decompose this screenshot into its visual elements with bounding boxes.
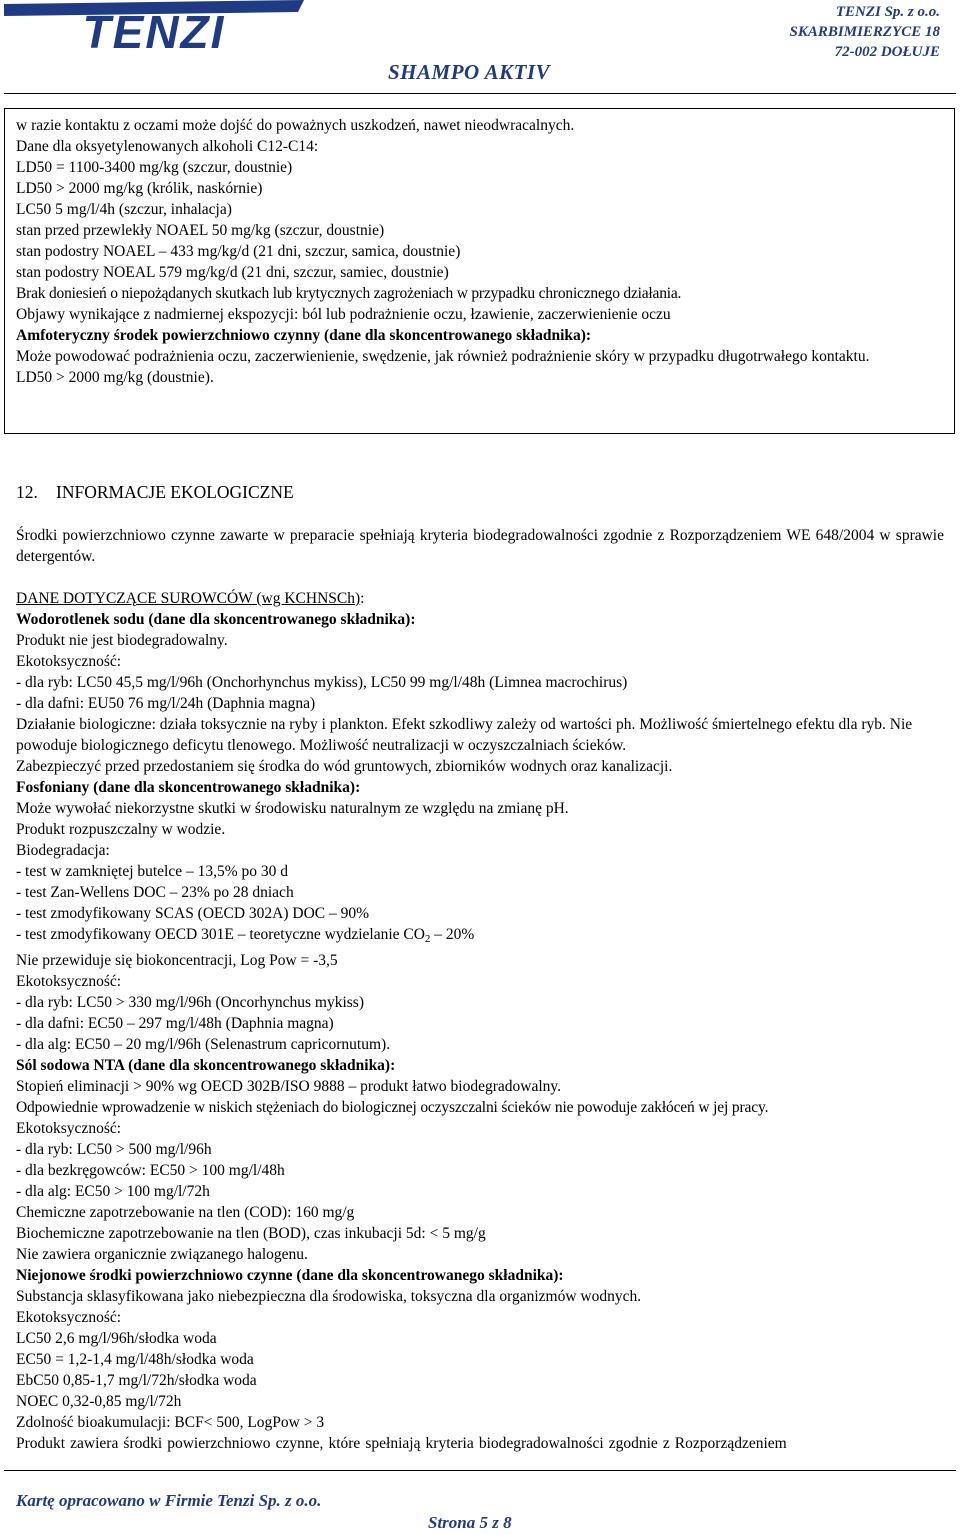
text-line: - dla alg: EC50 > 100 mg/l/72h — [16, 1183, 210, 1200]
text-line: - dla bezkręgowców: EC50 > 100 mg/l/48h — [16, 1162, 285, 1179]
section-title: INFORMACJE EKOLOGICZNE — [56, 482, 294, 502]
text-line: Biodegradacja: — [16, 842, 110, 859]
text-line: Odpowiednie wprowadzenie w niskich stężeniach do biologicznej oczyszczalni ścieków nie powoduje zakłóceń w jej pracy. — [16, 1099, 769, 1116]
raw-materials-heading: DANE DOTYCZĄCE SUROWCÓW (wg KCHNSCh): — [16, 590, 365, 607]
co2-test-line: - test zmodyfikowany OECD 301E – teoretyczne wydzielanie $CO_2 - 20\%$ — [16, 926, 475, 945]
box-line: Objawy wynikające z nadmiernej ekspozycji: ból lub podrażnienie oczu, łzawienie, zaczerwienienie oczu — [16, 306, 671, 323]
text-line: - test Zan-Wellens DOC – 23% po 28 dniach — [16, 884, 294, 901]
nta-heading: Sól sodowa NTA (dane dla skoncentrowanego składnika): — [16, 1057, 396, 1074]
amphoteric-text: Może powodować podrażnienia oczu, zaczerwienienie, swędzenie, jak również podrażnienie skóry w przypadku długotrwałego kontaktu. — [16, 348, 870, 365]
amphoteric-heading: Amfoteryczny środek powierzchniowo czynny (dane dla skoncentrowanego składnika): — [16, 327, 592, 344]
text-line: - dla alg: EC50 – 20 mg/l/96h (Selenastrum capricornutum). — [16, 1036, 391, 1053]
box-line: stan podostry NOAEL – 433 mg/kg/d (21 dni, szczur, samica, doustnie) — [16, 243, 461, 260]
company-street: SKARBIMIERZYCE 18 — [789, 24, 940, 40]
text-line: Produkt nie jest biodegradowalny. — [16, 632, 228, 649]
text-line: Zdolność bioakumulacji: BCF< 500, LogPow > 3 — [16, 1414, 325, 1431]
text-line: Ekotoksyczność: — [16, 973, 122, 990]
text-line: EbC50 0,85-1,7 mg/l/72h/słodka woda — [16, 1372, 257, 1389]
biological-effect-text: Działanie biologiczne: działa toksycznie na ryby i plankton. Efekt szkodliwy zależy od wartości ph. Możliwość śmiertelnego efektu dla ryb. Nie powoduje biologicznego deficytu tlenowego. Możliwość neutralizacji w oczyszczalniach ścieków. — [16, 716, 913, 754]
company-name: TENZI Sp. z o.o. — [835, 4, 940, 20]
box-line: LD50 = 1100-3400 mg/kg (szczur, doustnie) — [16, 159, 293, 176]
text-line: - dla dafni: EU50 76 mg/l/24h (Daphnia magna) — [16, 695, 316, 712]
section-heading — [16, 482, 294, 503]
box-line: w razie kontaktu z oczami może dojść do poważnych uszkodzeń, nawet nieodwracalnych. — [16, 117, 575, 134]
company-address — [790, 2, 940, 62]
box-line: LC50 5 mg/l/4h (szczur, inhalacja) — [16, 201, 232, 218]
text-line: - dla ryb: LC50 45,5 mg/l/96h (Onchorhynchus mykiss), LC50 99 mg/l/48h (Limnea macrochirus) — [16, 674, 628, 691]
toxicology-content — [16, 115, 944, 388]
product-name: SHAMPO AKTIV — [388, 60, 551, 84]
footer-prepared-by: Kartę opracowano w Firmie Tenzi Sp. z o.o. — [16, 1491, 322, 1510]
page-number: Strona 5 z 8 — [428, 1513, 512, 1532]
text-line: - dla ryb: LC50 > 500 mg/l/96h — [16, 1141, 212, 1158]
box-line: stan przed przewlekły NOAEL 50 mg/kg (szczur, doustnie) — [16, 222, 385, 239]
text-line: Stopień eliminacji > 90% wg OECD 302B/ISO 9888 – produkt łatwo biodegradowalny. — [16, 1078, 562, 1095]
logo-text: TENZI — [82, 6, 226, 52]
box-line: stan podostry NOEAL 579 mg/kg/d (21 dni, szczur, samiec, doustnie) — [16, 264, 449, 281]
box-line: LD50 > 2000 mg/kg (królik, naskórnie) — [16, 180, 263, 197]
phosphonates-heading: Fosfoniany (dane dla skoncentrowanego składnika): — [16, 779, 361, 796]
text-line: - dla dafni: EC50 – 297 mg/l/48h (Daphnia magna) — [16, 1015, 334, 1032]
section-body — [16, 525, 944, 1454]
header-divider — [4, 93, 956, 94]
nonionic-heading: Niejonowe środki powierzchniowo czynne (dane dla skoncentrowanego składnika): — [16, 1267, 564, 1284]
text-line: - dla ryb: LC50 > 330 mg/l/96h (Oncorhynchus mykiss) — [16, 994, 364, 1011]
text-line: Produkt rozpuszczalny w wodzie. — [16, 821, 226, 838]
text-line: LC50 2,6 mg/l/96h/słodka woda — [16, 1330, 217, 1347]
protection-text: Zabezpieczyć przed przedostaniem się środka do wód gruntowych, zbiorników wodnych oraz kanalizacji. — [16, 758, 673, 775]
text-line: Ekotoksyczność: — [16, 1309, 122, 1326]
text-line: Ekotoksyczność: — [16, 1120, 122, 1137]
text-line: EC50 = 1,2-1,4 mg/l/48h/słodka woda — [16, 1351, 254, 1368]
text-line: Substancja sklasyfikowana jako niebezpieczna dla środowiska, toksyczna dla organizmów wodnych. — [16, 1288, 642, 1305]
section-number: 12. — [16, 482, 38, 502]
box-line: Brak doniesień o niepożądanych skutkach lub krytycznych zagrożeniach w przypadku chronicznego działania. — [16, 285, 682, 302]
text-line-last: Produkt zawiera środki powierzchniowo czynne, które spełniają kryteria biodegradowalności zgodnie z Rozporządzeniem — [16, 1435, 787, 1452]
company-city: 72-002 DOŁUJE — [834, 44, 940, 60]
text-line: NOEC 0,32-0,85 mg/l/72h — [16, 1393, 182, 1410]
text-line: Ekotoksyczność: — [16, 653, 122, 670]
text-line: Nie przewiduje się biokoncentracji, Log Pow = -3,5 — [16, 952, 338, 969]
text-line: Biochemiczne zapotrzebowanie na tlen (BOD), czas inkubacji 5d: < 5 mg/g — [16, 1225, 486, 1242]
text-line: - test zmodyfikowany SCAS (OECD 302A) DOC – 90% — [16, 905, 370, 922]
amphoteric-ld50: LD50 > 2000 mg/kg (doustnie). — [16, 369, 214, 386]
text-line: Chemiczne zapotrzebowanie na tlen (COD): 160 mg/g — [16, 1204, 355, 1221]
text-line: Może wywołać niekorzystne skutki w środowisku naturalnym ze względu na zmianę pH. — [16, 800, 569, 817]
sodium-hydroxide-heading: Wodorotlenek sodu (dane dla skoncentrowanego składnika): — [16, 611, 416, 628]
footer-divider — [4, 1470, 956, 1471]
tenzi-logo — [4, 0, 304, 52]
text-line: - test w zamkniętej butelce – 13,5% po 30 d — [16, 863, 289, 880]
box-line: Dane dla oksyetylenowanych alkoholi C12-C14: — [16, 138, 319, 155]
text-line: Nie zawiera organicznie związanego halogenu. — [16, 1246, 308, 1263]
section-intro: Środki powierzchniowo czynne zawarte w preparacie spełniają kryteria biodegradowalności zgodnie z Rozporządzeniem WE 648/2004 w sprawie detergentów. — [16, 527, 944, 565]
